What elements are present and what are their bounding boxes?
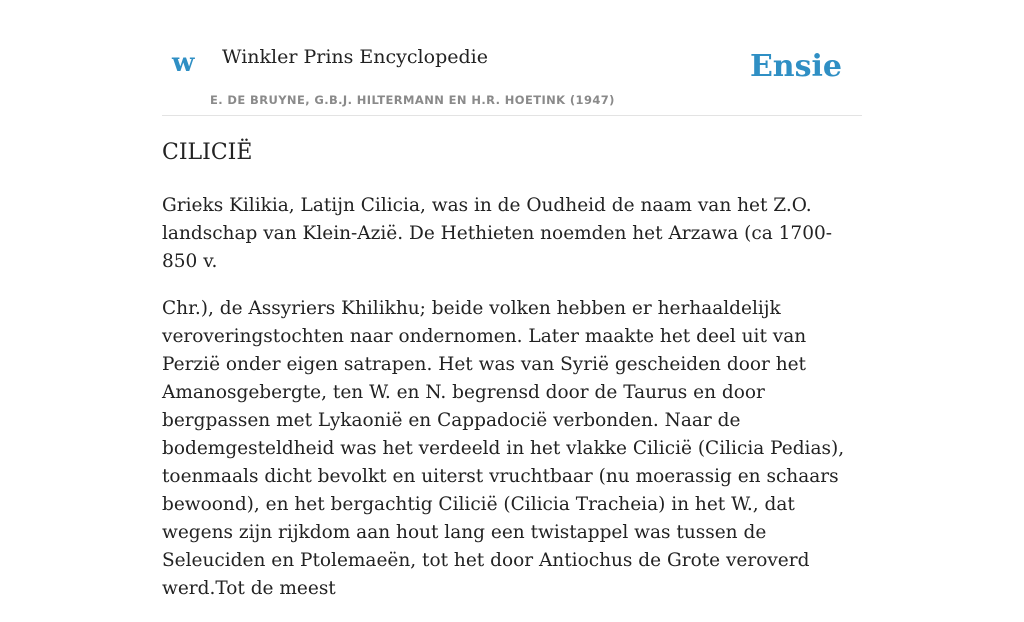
source-title[interactable]: Winkler Prins Encyclopedie [222,46,488,68]
article-body [162,192,862,622]
article-paragraph: Chr.), de Assyriers Khilikhu; beide volken hebben er herhaaldelijk veroveringstochten naar ondernomen. Later maakte het deel uit van Perzië onder eigen satrapen. Het was van Syrië gescheiden door het Amanosgebergte, ten W. en N. begrensd door de Taurus en door bergpassen met Lykaonië en Cappadocië verbonden. Naar de bodemgesteldheid was het verdeeld in het vlakke Cilicië (Cilicia Pedias), toenmaals dicht bevolkt en uiterst vruchtbaar (nu moerassig en schaars bewoond), en het bergachtig Cilicië (Cilicia Tracheia) in het W., dat wegens zijn rijkdom aan hout lang een twistappel was tussen de Seleuciden en Ptolemaeën, tot het door Antiochus de Grote veroverd werd.Tot de meest [162,298,845,599]
winkler-prins-logo-icon[interactable]: w [172,48,195,78]
site-header [162,0,862,116]
article-title: CILICIË [162,140,253,165]
source-authors: E. DE BRUYNE, G.B.J. HILTERMANN EN H.R. HOETINK (1947) [210,93,615,107]
article-paragraph: Grieks Kilikia, Latijn Cilicia, was in de Oudheid de naam van het Z.O. landschap van Klein-Azië. De Hethieten noemden het Arzawa (ca 1700-850 v. [162,195,832,272]
ensie-logo[interactable]: Ensie [749,49,842,84]
